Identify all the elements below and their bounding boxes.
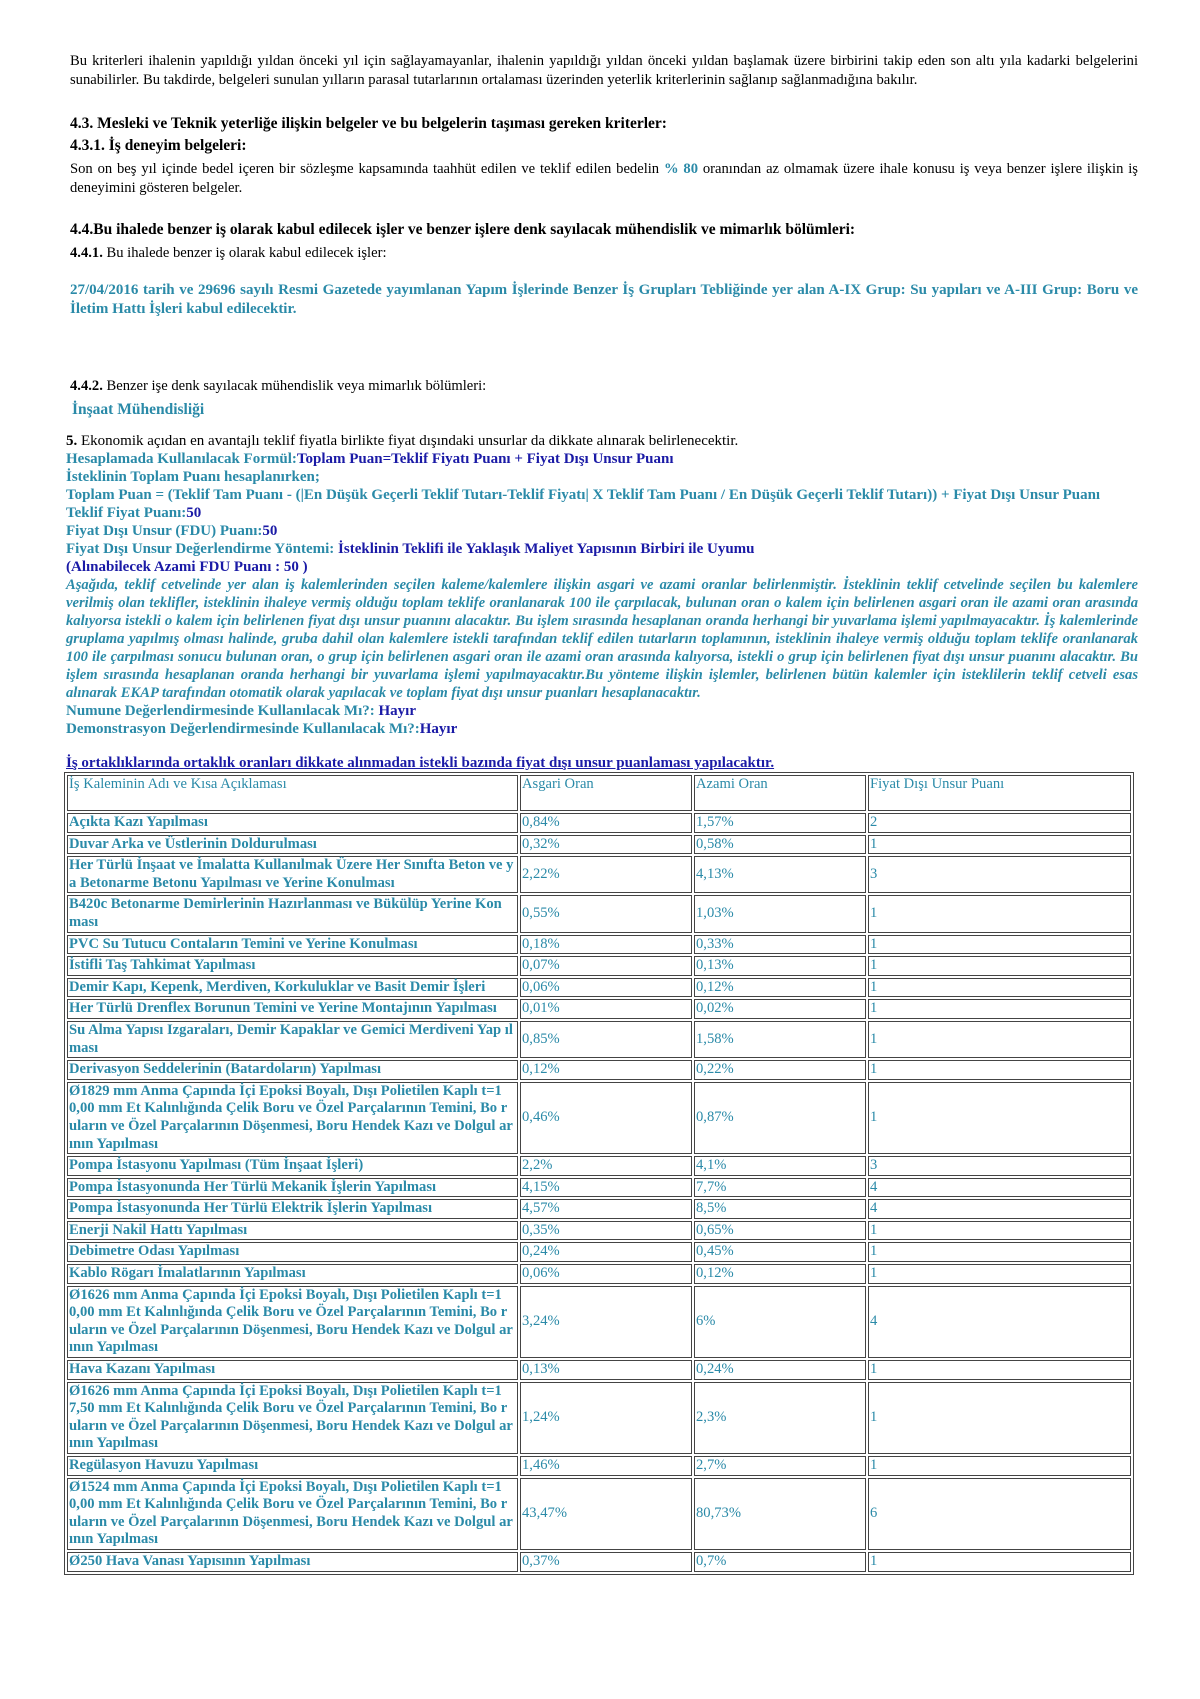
table-row: [67, 956, 1131, 976]
max-rate-cell: 6%: [694, 1286, 866, 1358]
max-rate-cell: 2,3%: [694, 1382, 866, 1454]
sample-evaluation-value: Hayır: [378, 703, 416, 719]
max-rate-cell: 0,22%: [694, 1060, 866, 1080]
max-rate-cell: 0,58%: [694, 835, 866, 855]
max-rate-cell: 4,1%: [694, 1156, 866, 1176]
section-4-4-2-number: 4.4.2.: [70, 378, 103, 394]
max-rate-cell: 80,73%: [694, 1478, 866, 1550]
fdu-score-cell: 2: [868, 813, 1131, 833]
min-rate-cell: 2,2%: [520, 1156, 692, 1176]
fdu-score-cell: 6: [868, 1478, 1131, 1550]
max-rate-cell: 1,57%: [694, 813, 866, 833]
min-rate-cell: 0,24%: [520, 1242, 692, 1262]
formula-line: [66, 450, 1138, 468]
section-4-4-title: 4.4.Bu ihalede benzer iş olarak kabul edilecek işler ve benzer işlere denk sayılacak mühendislik ve mimarlık bölümleri:: [70, 221, 856, 238]
table-row: [67, 1360, 1131, 1380]
header-item-name: İş Kaleminin Adı ve Kısa Açıklaması: [67, 775, 518, 811]
table-row: [67, 1156, 1131, 1176]
fdu-score-cell: 1: [868, 1552, 1131, 1572]
table-row: [67, 1552, 1131, 1572]
min-rate-cell: 1,46%: [520, 1456, 692, 1476]
fdu-score-line: [66, 522, 1138, 540]
section-5-number: 5.: [66, 433, 78, 449]
table-row: [67, 856, 1131, 893]
item-name-cell: B420c Betonarme Demirlerinin Hazırlanması ve Bükülüp Yerine Kon ması: [67, 895, 518, 932]
fdu-items-table: [64, 772, 1134, 1575]
fdu-score-cell: 4: [868, 1178, 1131, 1198]
evaluation-explanation: Aşağıda, teklif cetvelinde yer alan iş kalemlerinden seçilen kaleme/kalemlere ilişkin asgari ve azami oranlar belirlenmiştir. İsteklinin teklif cetvelinde seçilen bu kalemlere verilmiş olan teklifler, isteklinin ihaleye vermiş olduğu toplam teklife oranlanarak 100 ile çarpılacak, bulunan oran o kalem için belirlenen asgari oran ile azami oran arasında kalıyorsa istekli o kalem için belirlenen fiyat dışı unsur puanını alacaktır. Bu işlem sırasında hesaplanan oranda herhangi bir yuvarlama işlemi yapılmayacaktır. İş kalemlerinde gruplama yapılmış olması halinde, gruba dahil olan kalemlere istekli tarafından teklif edilen tutarların toplamının, isteklinin ihaleye vermiş olduğu toplam teklife oranlanarak 100 ile çarpılması sonucu bulunan oran, o grup için belirlenen asgari oran ile azami oran arasında kalıyorsa, istekli o grup için belirlenen fiyat dışı unsur puanını alacaktır. Bu işlem sırasında hesaplanan oranda herhangi bir yuvarlama işlemi yapılmayacaktır.Bu yönteme ilişkin işlemler, belirlenen bütün kalemler için isteklilerin teklif cetveli esas alınarak EKAP tarafından otomatik olarak yapılacak ve toplam fiyat dışı unsur puanları hesaplanacaktır.: [66, 577, 1138, 701]
calc-line: İsteklinin Toplam Puanı hesaplanırken;: [66, 469, 320, 485]
table-row: [67, 935, 1131, 955]
section-5-heading: [66, 432, 1138, 450]
max-rate-cell: 0,7%: [694, 1552, 866, 1572]
fdu-score-cell: 1: [868, 1060, 1131, 1080]
max-rate-cell: 0,13%: [694, 956, 866, 976]
experience-text-before: Son on beş yıl içinde bedel içeren bir sözleşme kapsamında taahhüt edilen ve teklif edilen bedelin: [70, 161, 664, 177]
min-rate-cell: 0,35%: [520, 1221, 692, 1241]
table-row: [67, 1286, 1131, 1358]
total-score-formula: Toplam Puan = (Teklif Tam Puanı - (|En Düşük Geçerli Teklif Tutarı-Teklif Fiyatı| X Teklif Tam Puanı / En Düşük Geçerli Teklif Tutarı)) + Fiyat Dışı Unsur Puanı: [66, 487, 1101, 503]
document-page: [66, 52, 1138, 1575]
section-4-4-2-title: Benzer işe denk sayılacak mühendislik veya mimarlık bölümleri:: [106, 378, 487, 394]
max-rate-cell: 2,7%: [694, 1456, 866, 1476]
item-name-cell: Ø1829 mm Anma Çapında İçi Epoksi Boyalı, Dışı Polietilen Kaplı t=1 0,00 mm Et Kalınlığında Çelik Boru ve Özel Parçalarının Temini, Bo ruların ve Özel Parçalarının Döşenmesi, Boru Hendek Kazı ve Dolgul arının Yapılması: [67, 1082, 518, 1154]
min-rate-cell: 43,47%: [520, 1478, 692, 1550]
item-name-cell: Pompa İstasyonu Yapılması (Tüm İnşaat İşleri): [67, 1156, 518, 1176]
price-score-value: 50: [186, 505, 202, 521]
item-name-cell: Açıkta Kazı Yapılması: [67, 813, 518, 833]
table-row: [67, 1060, 1131, 1080]
sample-evaluation-line: [66, 702, 1138, 720]
fdu-score-cell: 1: [868, 1242, 1131, 1262]
section-4-4-1-number: 4.4.1.: [70, 245, 103, 261]
fdu-score-cell: 1: [868, 956, 1131, 976]
max-rate-cell: 0,65%: [694, 1221, 866, 1241]
experience-documents-text: [70, 160, 1138, 198]
max-fdu-score: (Alınabilecek Azami FDU Puanı : 50 ): [66, 559, 308, 575]
min-rate-cell: 0,06%: [520, 1264, 692, 1284]
section-4-4-1-title: Bu ihalede benzer iş olarak kabul edilecek işler:: [106, 245, 387, 261]
item-name-cell: PVC Su Tutucu Contaların Temini ve Yerine Konulması: [67, 935, 518, 955]
min-rate-cell: 0,13%: [520, 1360, 692, 1380]
table-row: [67, 813, 1131, 833]
table-row: [67, 1021, 1131, 1058]
table-row: [67, 1178, 1131, 1198]
item-name-cell: Her Türlü İnşaat ve İmalatta Kullanılmak Üzere Her Sınıfta Beton ve ya Betonarme Betonu Yapılması ve Yerine Konulması: [67, 856, 518, 893]
fdu-score-value: 50: [262, 523, 278, 539]
evaluation-method-value: İsteklinin Teklifi ile Yaklaşık Maliyet Yapısının Birbiri ile Uyumu: [338, 541, 755, 557]
min-rate-cell: 0,84%: [520, 813, 692, 833]
experience-percent: % 80: [663, 161, 698, 177]
item-name-cell: Her Türlü Drenflex Borunun Temini ve Yerine Montajının Yapılması: [67, 999, 518, 1019]
min-rate-cell: 0,32%: [520, 835, 692, 855]
item-name-cell: İstifli Taş Tahkimat Yapılması: [67, 956, 518, 976]
item-name-cell: Pompa İstasyonunda Her Türlü Elektrik İşlerin Yapılması: [67, 1199, 518, 1219]
section-4-4-1-heading: [70, 244, 1138, 263]
demo-evaluation-label: Demonstrasyon Değerlendirmesinde Kullanılacak Mı?:: [66, 721, 420, 737]
fdu-score-cell: 3: [868, 856, 1131, 893]
table-row: [67, 978, 1131, 998]
min-rate-cell: 0,46%: [520, 1082, 692, 1154]
fdu-score-cell: 1: [868, 999, 1131, 1019]
fdu-score-cell: 1: [868, 1456, 1131, 1476]
max-rate-cell: 7,7%: [694, 1178, 866, 1198]
min-rate-cell: 0,07%: [520, 956, 692, 976]
table-row: [67, 895, 1131, 932]
max-rate-cell: 1,03%: [694, 895, 866, 932]
fdu-score-cell: 1: [868, 1360, 1131, 1380]
demo-evaluation-value: Hayır: [419, 721, 458, 737]
item-name-cell: Derivasyon Seddelerinin (Batardoların) Yapılması: [67, 1060, 518, 1080]
intro-paragraph: Bu kriterleri ihalenin yapıldığı yıldan önceki yıl için sağlayamayanlar, ihalenin yapıldığı yıldan önceki yıldan başlamak üzere birbirini takip eden son altı yıla kadarki belgelerini sunabilirler. Bu takdirde, belgeleri sunulan yılların parasal tutarlarının ortalaması üzerinden yeterlik kriterlerinin sağlanıp sağlanmadığına bakılır.: [70, 53, 1138, 88]
min-rate-cell: 4,57%: [520, 1199, 692, 1219]
engineering-department: İnşaat Mühendisliği: [72, 401, 205, 418]
item-name-cell: Demir Kapı, Kepenk, Merdiven, Korkuluklar ve Basit Demir İşleri: [67, 978, 518, 998]
max-rate-cell: 0,24%: [694, 1360, 866, 1380]
item-name-cell: Pompa İstasyonunda Her Türlü Mekanik İşlerin Yapılması: [67, 1178, 518, 1198]
table-row: [67, 1082, 1131, 1154]
section-5-title: Ekonomik açıdan en avantajlı teklif fiyatla birlikte fiyat dışındaki unsurlar da dikkate alınarak belirlenecektir.: [81, 433, 739, 449]
section-4-3-1-heading: [70, 136, 1138, 156]
max-rate-cell: 0,33%: [694, 935, 866, 955]
section-4-3-1-number: 4.3.1.: [70, 137, 105, 154]
table-row: [67, 1478, 1131, 1550]
table-row: [67, 1221, 1131, 1241]
evaluation-method-label: Fiyat Dışı Unsur Değerlendirme Yöntemi:: [66, 541, 339, 557]
item-name-cell: Ø1524 mm Anma Çapında İçi Epoksi Boyalı, Dışı Polietilen Kaplı t=1 0,00 mm Et Kalınlığında Çelik Boru ve Özel Parçalarının Temini, Bo ruların ve Özel Parçalarının Döşenmesi, Boru Hendek Kazı ve Dolgul arının Yapılması: [67, 1478, 518, 1550]
item-name-cell: Regülasyon Havuzu Yapılması: [67, 1456, 518, 1476]
min-rate-cell: 1,24%: [520, 1382, 692, 1454]
fdu-score-cell: 1: [868, 1021, 1131, 1058]
fdu-score-cell: 1: [868, 1264, 1131, 1284]
header-min-rate: Asgari Oran: [520, 775, 692, 811]
min-rate-cell: 0,06%: [520, 978, 692, 998]
min-rate-cell: 0,85%: [520, 1021, 692, 1058]
table-row: [67, 1199, 1131, 1219]
section-4-3-1-title: İş deneyim belgeleri:: [108, 137, 247, 154]
fdu-score-cell: 1: [868, 1221, 1131, 1241]
item-name-cell: Ø1626 mm Anma Çapında İçi Epoksi Boyalı, Dışı Polietilen Kaplı t=1 0,00 mm Et Kalınlığında Çelik Boru ve Özel Parçalarının Temini, Bo ruların ve Özel Parçalarının Döşenmesi, Boru Hendek Kazı ve Dolgul arının Yapılması: [67, 1286, 518, 1358]
max-rate-cell: 1,58%: [694, 1021, 866, 1058]
min-rate-cell: 4,15%: [520, 1178, 692, 1198]
fdu-score-cell: 4: [868, 1199, 1131, 1219]
table-row: [67, 1456, 1131, 1476]
table-row: [67, 835, 1131, 855]
item-name-cell: Duvar Arka ve Üstlerinin Doldurulması: [67, 835, 518, 855]
demo-evaluation-line: [66, 720, 1138, 738]
max-rate-cell: 4,13%: [694, 856, 866, 893]
formula-label: Hesaplamada Kullanılacak Formül:: [66, 451, 297, 467]
table-body: [67, 775, 1131, 1572]
table-row: [67, 1382, 1131, 1454]
max-rate-cell: 0,45%: [694, 1242, 866, 1262]
partnership-note: İş ortaklıklarında ortaklık oranları dikkate alınmadan istekli bazında fiyat dışı unsur puanlaması yapılacaktır.: [66, 755, 775, 771]
header-fdu-score: Fiyat Dışı Unsur Puanı: [868, 775, 1131, 811]
fdu-score-cell: 1: [868, 1382, 1131, 1454]
fdu-score-cell: 1: [868, 835, 1131, 855]
max-rate-cell: 0,12%: [694, 1264, 866, 1284]
min-rate-cell: 0,37%: [520, 1552, 692, 1572]
price-score-line: [66, 504, 1138, 522]
max-rate-cell: 8,5%: [694, 1199, 866, 1219]
min-rate-cell: 0,55%: [520, 895, 692, 932]
item-name-cell: Debimetre Odası Yapılması: [67, 1242, 518, 1262]
max-rate-cell: 0,87%: [694, 1082, 866, 1154]
similar-works-text: 27/04/2016 tarih ve 29696 sayılı Resmi Gazetede yayımlanan Yapım İşlerinde Benzer İş Grupları Tebliğinde yer alan A-IX Grup: Su yapıları ve A-III Grup: Boru ve İletim Hattı İşleri kabul edilecektir.: [70, 282, 1138, 317]
fdu-score-cell: 1: [868, 895, 1131, 932]
item-name-cell: Enerji Nakil Hattı Yapılması: [67, 1221, 518, 1241]
min-rate-cell: 0,12%: [520, 1060, 692, 1080]
header-max-rate: Azami Oran: [694, 775, 866, 811]
sample-evaluation-label: Numune Değerlendirmesinde Kullanılacak Mı?:: [66, 703, 379, 719]
item-name-cell: Kablo Rögarı İmalatlarının Yapılması: [67, 1264, 518, 1284]
min-rate-cell: 3,24%: [520, 1286, 692, 1358]
item-name-cell: Hava Kazanı Yapılması: [67, 1360, 518, 1380]
fdu-score-cell: 4: [868, 1286, 1131, 1358]
price-score-label: Teklif Fiyat Puanı:: [66, 505, 187, 521]
table-row: [67, 1264, 1131, 1284]
min-rate-cell: 0,18%: [520, 935, 692, 955]
fdu-score-cell: 1: [868, 935, 1131, 955]
table-row: [67, 1242, 1131, 1262]
fdu-score-cell: 1: [868, 978, 1131, 998]
min-rate-cell: 0,01%: [520, 999, 692, 1019]
evaluation-method-line: [66, 540, 1138, 558]
section-4-4-2-heading: [70, 377, 1138, 396]
fdu-score-cell: 1: [868, 1082, 1131, 1154]
table-row: [67, 999, 1131, 1019]
table-header-row: [67, 775, 1131, 811]
section-4-3-title: 4.3. Mesleki ve Teknik yeterliğe ilişkin belgeler ve bu belgelerin taşıması gereken kriterler:: [70, 115, 667, 132]
item-name-cell: Ø1626 mm Anma Çapında İçi Epoksi Boyalı, Dışı Polietilen Kaplı t=1 7,50 mm Et Kalınlığında Çelik Boru ve Özel Parçalarının Temini, Bo ruların ve Özel Parçalarının Döşenmesi, Boru Hendek Kazı ve Dolgul arının Yapılması: [67, 1382, 518, 1454]
min-rate-cell: 2,22%: [520, 856, 692, 893]
experience-text-after: oranından az olmamak üzere ihale konusu iş veya benzer işlere ilişkin iş deneyimini gösteren belgeler.: [70, 161, 1138, 196]
item-name-cell: Su Alma Yapısı Izgaraları, Demir Kapaklar ve Gemici Merdiveni Yap ılması: [67, 1021, 518, 1058]
fdu-score-label: Fiyat Dışı Unsur (FDU) Puanı:: [66, 523, 263, 539]
item-name-cell: Ø250 Hava Vanası Yapısının Yapılması: [67, 1552, 518, 1572]
max-rate-cell: 0,02%: [694, 999, 866, 1019]
max-rate-cell: 0,12%: [694, 978, 866, 998]
fdu-score-cell: 3: [868, 1156, 1131, 1176]
formula-value: Toplam Puan=Teklif Fiyatı Puanı + Fiyat Dışı Unsur Puanı: [296, 451, 674, 467]
